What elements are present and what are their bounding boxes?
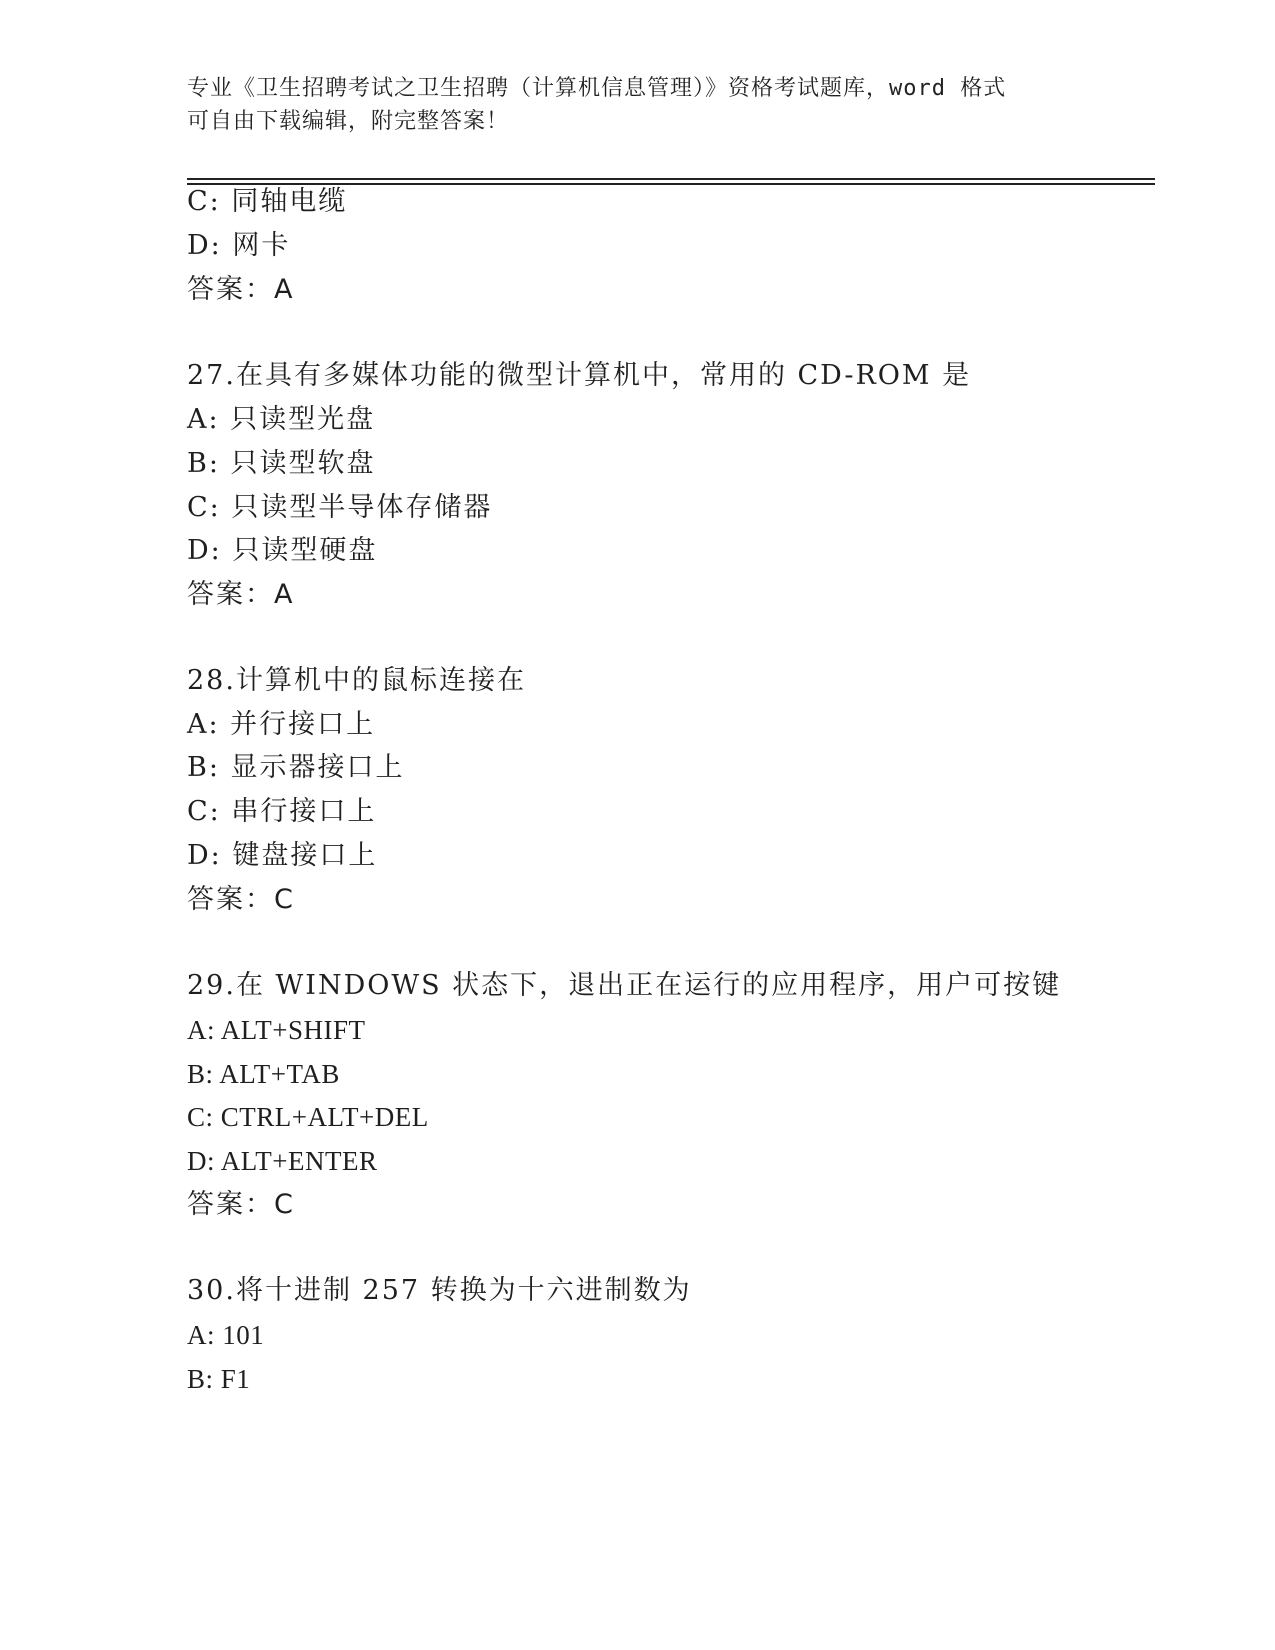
question-30-option-a: A: 101 [187, 1320, 265, 1350]
header-line-2: 可自由下载编辑，附完整答案！ [187, 109, 510, 134]
question-30-option-b: B: F1 [187, 1364, 251, 1394]
question-28-option-c: C: 串行接口上 [187, 796, 377, 827]
question-28: 28.计算机中的鼠标连接在 [187, 665, 526, 696]
header-line-1: 专业《卫生招聘考试之卫生招聘（计算机信息管理）》资格考试题库，word 格式 [187, 76, 1007, 101]
question-28-option-d: D: 键盘接口上 [187, 840, 378, 871]
question-27-option-a: A: 只读型光盘 [187, 404, 376, 435]
option-d: D: 网卡 [187, 230, 291, 261]
question-30: 30.将十进制 257 转换为十六进制数为 [187, 1275, 692, 1306]
question-28-option-b: B: 显示器接口上 [187, 752, 405, 783]
question-29-option-c: C: CTRL+ALT+DEL [187, 1102, 429, 1132]
answer-26: 答案：A [187, 274, 295, 305]
question-28-option-a: A: 并行接口上 [187, 709, 376, 740]
question-27: 27.在具有多媒体功能的微型计算机中，常用的 CD-ROM 是 [187, 360, 972, 391]
question-29-option-b: B: ALT+TAB [187, 1059, 340, 1089]
option-c: C: 同轴电缆 [187, 186, 348, 217]
question-29-option-d: D: ALT+ENTER [187, 1146, 378, 1176]
answer-28: 答案：C [187, 884, 295, 915]
header-divider-top [187, 178, 1155, 180]
answer-27: 答案：A [187, 579, 295, 610]
question-27-option-d: D: 只读型硬盘 [187, 535, 378, 566]
document-header [187, 72, 1087, 138]
question-27-option-b: B: 只读型软盘 [187, 448, 376, 479]
question-29: 29.在 WINDOWS 状态下，退出正在运行的应用程序，用户可按键 [187, 970, 1062, 1001]
question-29-option-a: A: ALT+SHIFT [187, 1015, 366, 1045]
answer-29: 答案：C [187, 1189, 295, 1220]
question-27-option-c: C: 只读型半导体存储器 [187, 492, 493, 523]
